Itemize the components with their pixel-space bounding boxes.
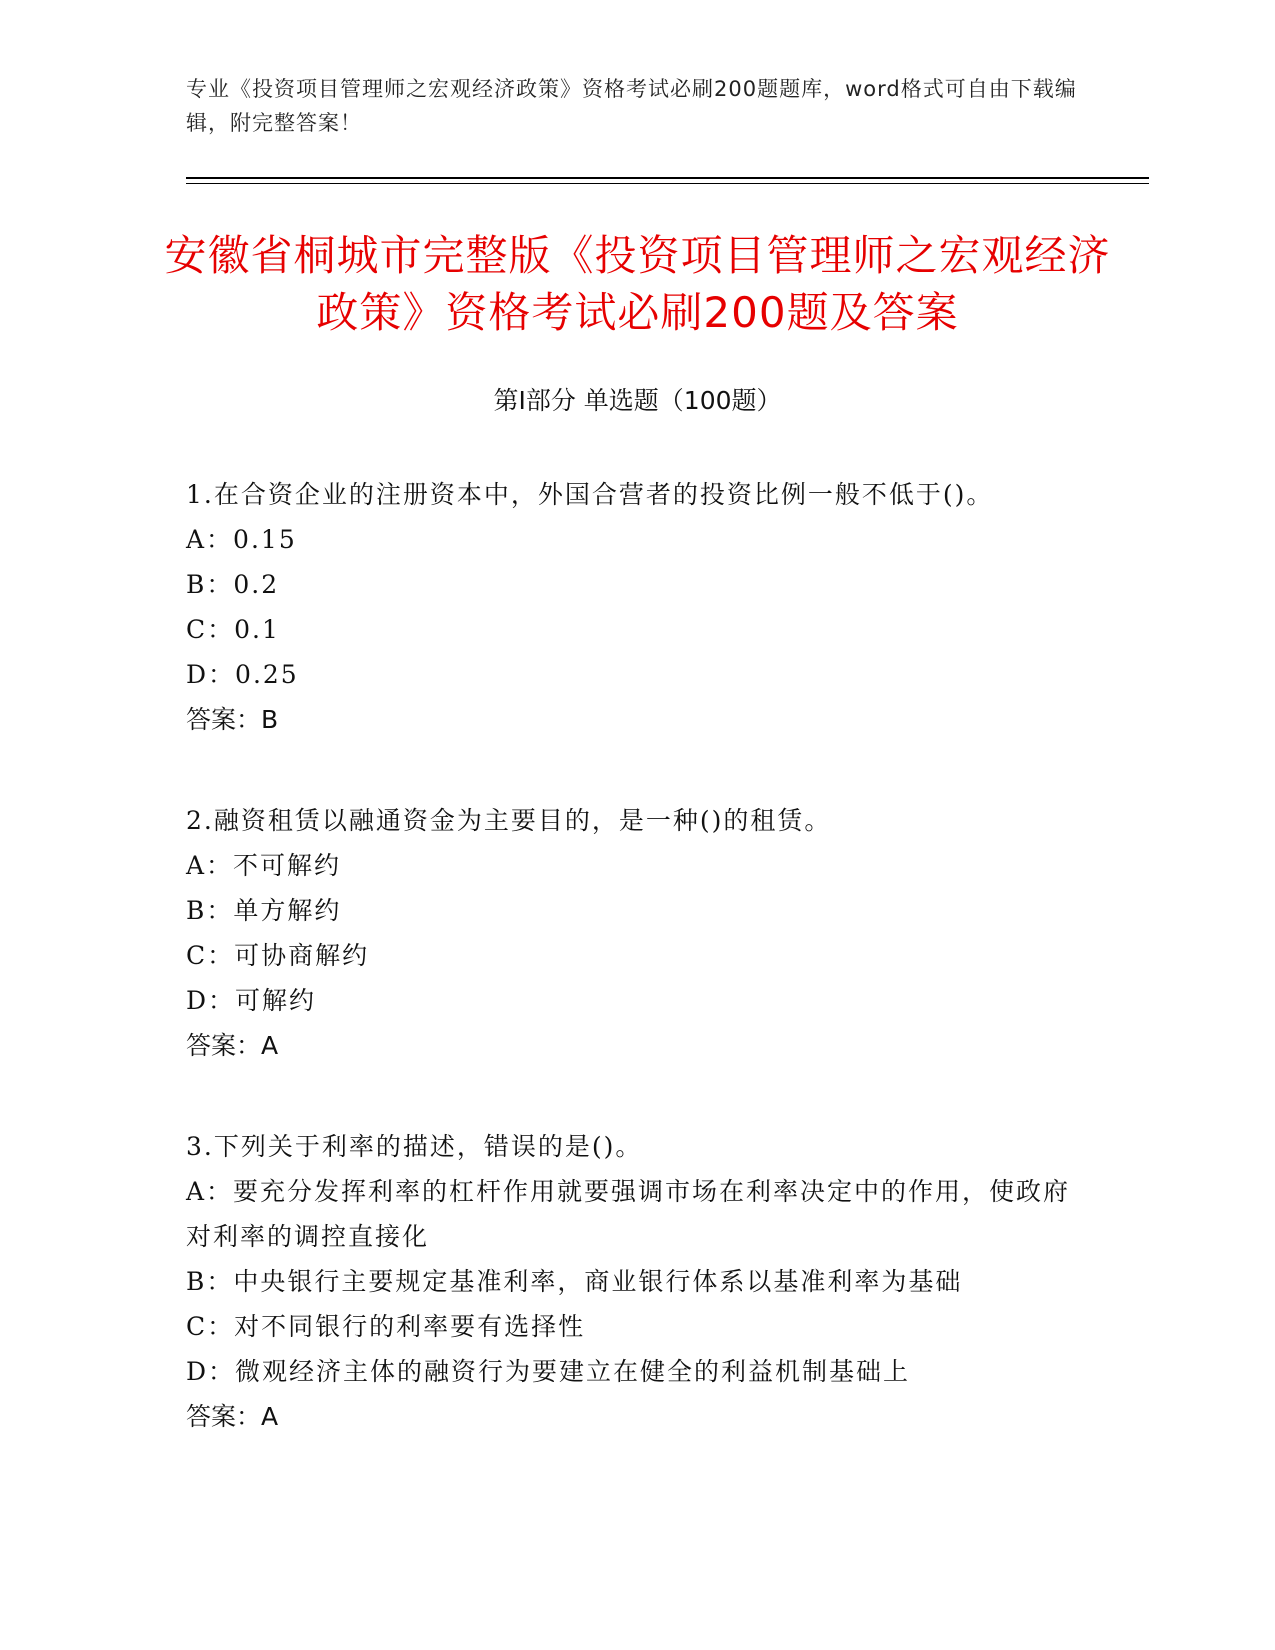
option-b: B：0.2 <box>186 570 280 599</box>
option-c: C：对不同银行的利率要有选择性 <box>186 1312 586 1341</box>
option-d: D：0.25 <box>186 660 299 689</box>
option-d: D：可解约 <box>186 986 317 1015</box>
option-a: A：要充分发挥利率的杠杆作用就要强调市场在利率决定中的作用，使政府对利率的调控直接化 <box>186 1177 1071 1251</box>
question-list <box>186 472 1086 1495</box>
answer: 答案：A <box>186 1402 279 1431</box>
question-stem: 3.下列关于利率的描述，错误的是()。 <box>186 1132 643 1161</box>
question-2 <box>186 798 1086 1068</box>
section-heading: 第Ⅰ部分 单选题（100题） <box>493 386 782 415</box>
answer: 答案：B <box>186 705 279 734</box>
option-d: D：微观经济主体的融资行为要建立在健全的利益机制基础上 <box>186 1357 911 1386</box>
option-a: A：不可解约 <box>186 851 342 880</box>
header-rule-thick <box>186 177 1149 179</box>
question-3 <box>186 1124 1086 1439</box>
option-a: A：0.15 <box>186 525 297 554</box>
option-b: B：中央银行主要规定基准利率，商业银行体系以基准利率为基础 <box>186 1267 963 1296</box>
question-stem: 2.融资租赁以融通资金为主要目的，是一种()的租赁。 <box>186 806 832 835</box>
option-b: B：单方解约 <box>186 896 342 925</box>
option-c: C：可协商解约 <box>186 941 370 970</box>
document-title: 安徽省桐城市完整版《投资项目管理师之宏观经济政策》资格考试必刷200题及答案 <box>164 231 1111 337</box>
header-note: 专业《投资项目管理师之宏观经济政策》资格考试必刷200题题库，word格式可自由下载编辑，附完整答案！ <box>186 77 1077 135</box>
answer: 答案：A <box>186 1031 279 1060</box>
header-rule-thin <box>186 183 1149 184</box>
question-1 <box>186 472 1086 742</box>
question-stem: 1.在合资企业的注册资本中，外国合营者的投资比例一般不低于()。 <box>186 480 994 509</box>
option-c: C：0.1 <box>186 615 280 644</box>
